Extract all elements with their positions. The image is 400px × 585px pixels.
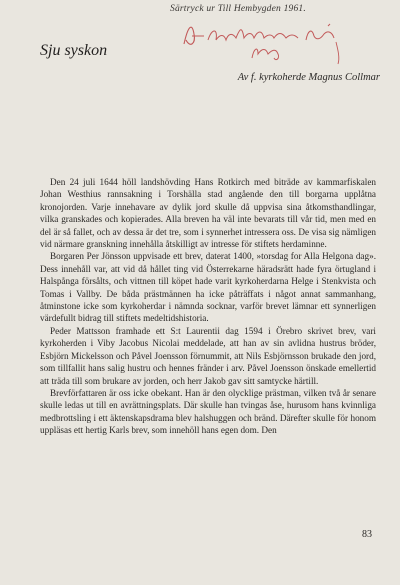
article-author: Av f. kyrkoherde Magnus Collmar (237, 72, 380, 83)
article-title: Sju syskon (40, 42, 108, 59)
handwritten-signature (178, 14, 348, 66)
page-number: 83 (362, 529, 372, 540)
paragraph: Den 24 juli 1644 höll landshövding Hans Rotkirch med biträde av kammarfiskalen Johan Westhius rannsakning i Torshälla stad angående den till borgarna upplåtna kronojorden. Varje innehavare av dylik jord skulle då uppvisa sina åtkomsthandlingar, vilka granskades och kopierades. Alla breven ha väl inte bevarats till vår tid, men med en del är så fallet, och av dessa är det tre, som i synnerhet intressera oss. De visa sig nämligen vid närmare granskning innehålla åtskilligt av intresse för stiftets herdaminne. (40, 177, 376, 250)
paragraph: Borgaren Per Jönsson uppvisade ett brev, daterat 1400, »torsdag for Alla Helgona dag». Dess innehåll var, att vid då hållet ting vid Österrekarne häradsrätt hade fyra örtugland i Halspånga försålts, och vittnen till köpet hade varit kyrkoherdarna Helge i Stenkvista och Tomas i Vallby. De båda prästmännen ha icke påträffats i något annat sammanhang, åtminstone icke som kyrkoherdar i nämnda socknar, varför brevet lämnar ett synnerligen värdefullt bidrag till stiftets medeltidshistoria. (40, 251, 376, 324)
article-body (40, 176, 376, 437)
paragraph: Brevförfattaren är oss icke obekant. Han är den olycklige prästman, vilken två år senare skulle ledas ut till en avrättningsplats. Där skulle han tvingas åse, hurusom hans kvinnliga medbrottsling i ett äktenskapsdrama blev halshuggen och bränd. Därefter skulle för honom uppläsas ett hertig Karls brev, som innehöll hans egen dom. Den (40, 387, 376, 436)
paragraph: Peder Mattsson framhade ett S:t Laurentii dag 1594 i Örebro skrivet brev, vari kyrkoherden i Viby Jacobus Nicolai meddelade, att han av sin avlidna hustrus bröder, Esbjörn Mickelsson och Påvel Joensson förnummit, att Nils Esbjörnsson brukade den jord, som tillfallit hans salig hustru och hennes fränder i arv. Påvel Joensson önskade emellertid att träda till som brukare av jorden, och herr Jakob gav sitt samtycke härtill. (40, 325, 376, 386)
reprint-note: Särtryck ur Till Hembygden 1961. (170, 4, 306, 14)
